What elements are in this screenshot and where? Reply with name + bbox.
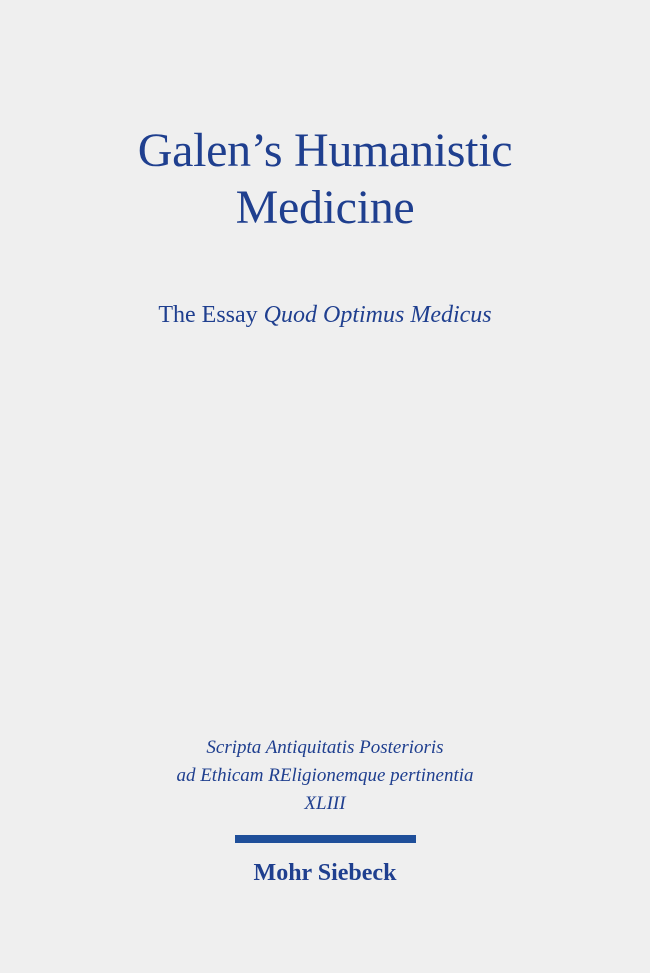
series-number: XLIII — [304, 793, 346, 814]
subtitle-prefix: The Essay — [158, 302, 258, 328]
title-line-1: Galen’s Humanistic — [137, 124, 513, 177]
book-subtitle — [0, 300, 650, 330]
subtitle-italic: Quod Optimus Medicus — [263, 302, 492, 328]
book-title — [0, 122, 650, 236]
publisher-name: Mohr Siebeck — [253, 860, 397, 886]
title-line-2: Medicine — [235, 181, 415, 234]
publisher-divider-bar — [235, 835, 416, 843]
series-line-1: Scripta Antiquitatis Posterioris — [206, 737, 444, 758]
series-line-2: ad Ethicam REligionemque pertinentia — [176, 765, 474, 786]
series-block — [0, 734, 650, 818]
